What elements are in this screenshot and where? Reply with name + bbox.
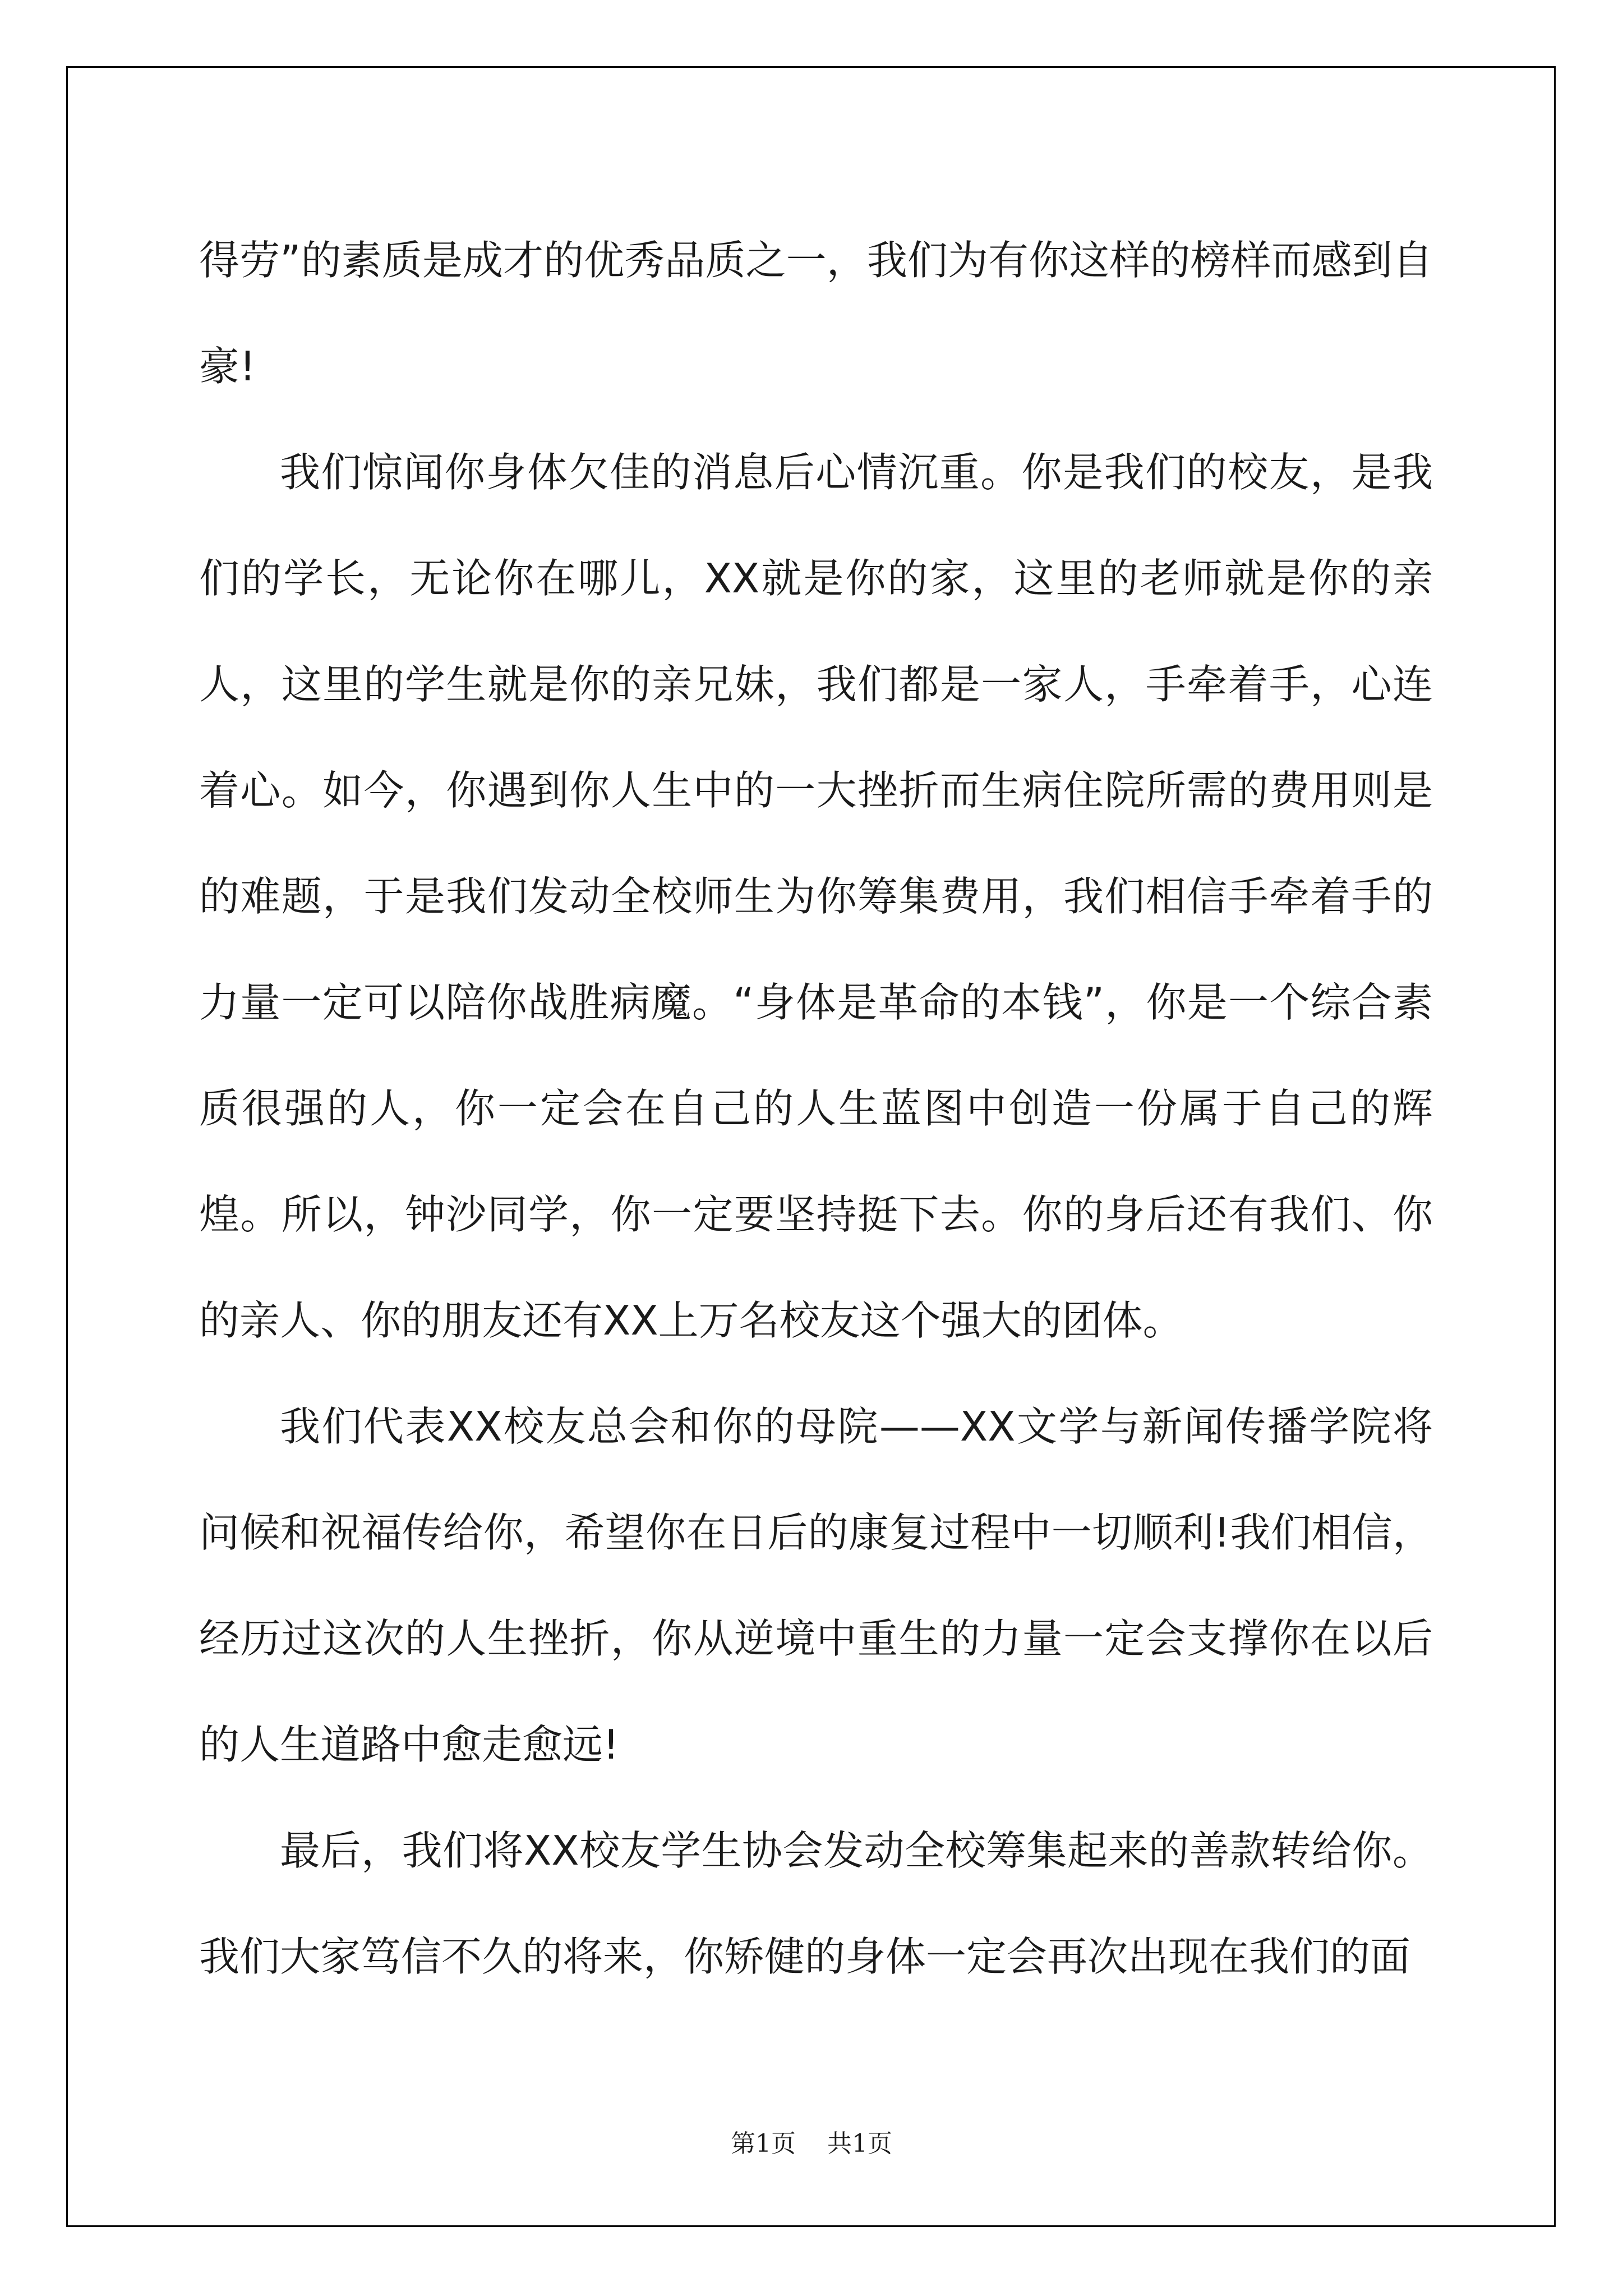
paragraph: 我们惊闻你身体欠佳的消息后心情沉重。你是我们的校友，是我们的学长，无论你在哪儿，XX就是你的家，这里的老师就是你的亲人，这里的学生就是你的亲兄妹，我们都是一家人，手牵着手，心连着心。如今，你遇到你人生中的一大挫折而生病住院所需的费用则是的难题，于是我们发动全校师生为你筹集费用，我们相信手牵着手的力量一定可以陪你战胜病魔。“身体是革命的本钱”，你是一个综合素质很强的人，你一定会在自己的人生蓝图中创造一份属于自己的辉煌。所以，钟沙同学，你一定要坚持挺下去。你的身后还有我们、你的亲人、你的朋友还有XX上万名校友这个强大的团体。 <box>199 449 1433 1344</box>
page-total: 共1页 <box>827 2129 892 2158</box>
paragraph: 我们代表XX校友总会和你的母院——XX文学与新闻传播学院将问候和祝福传给你，希望你在日后的康复过程中一切顺利!我们相信，经历过这次的人生挫折，你从逆境中重生的力量一定会支撑你在以后的人生道路中愈走愈远! <box>199 1403 1433 1768</box>
document-body <box>199 208 1433 2010</box>
paragraph: 得劳”的素质是成才的优秀品质之一，我们为有你这样的榜样而感到自豪! <box>199 237 1433 390</box>
page-footer <box>0 2123 1623 2159</box>
paragraph: 最后，我们将XX校友学生协会发动全校筹集起来的善款转给你。我们大家笃信不久的将来，你矫健的身体一定会再次出现在我们的面 <box>199 1827 1433 1980</box>
page-number: 第1页 <box>731 2129 796 2158</box>
